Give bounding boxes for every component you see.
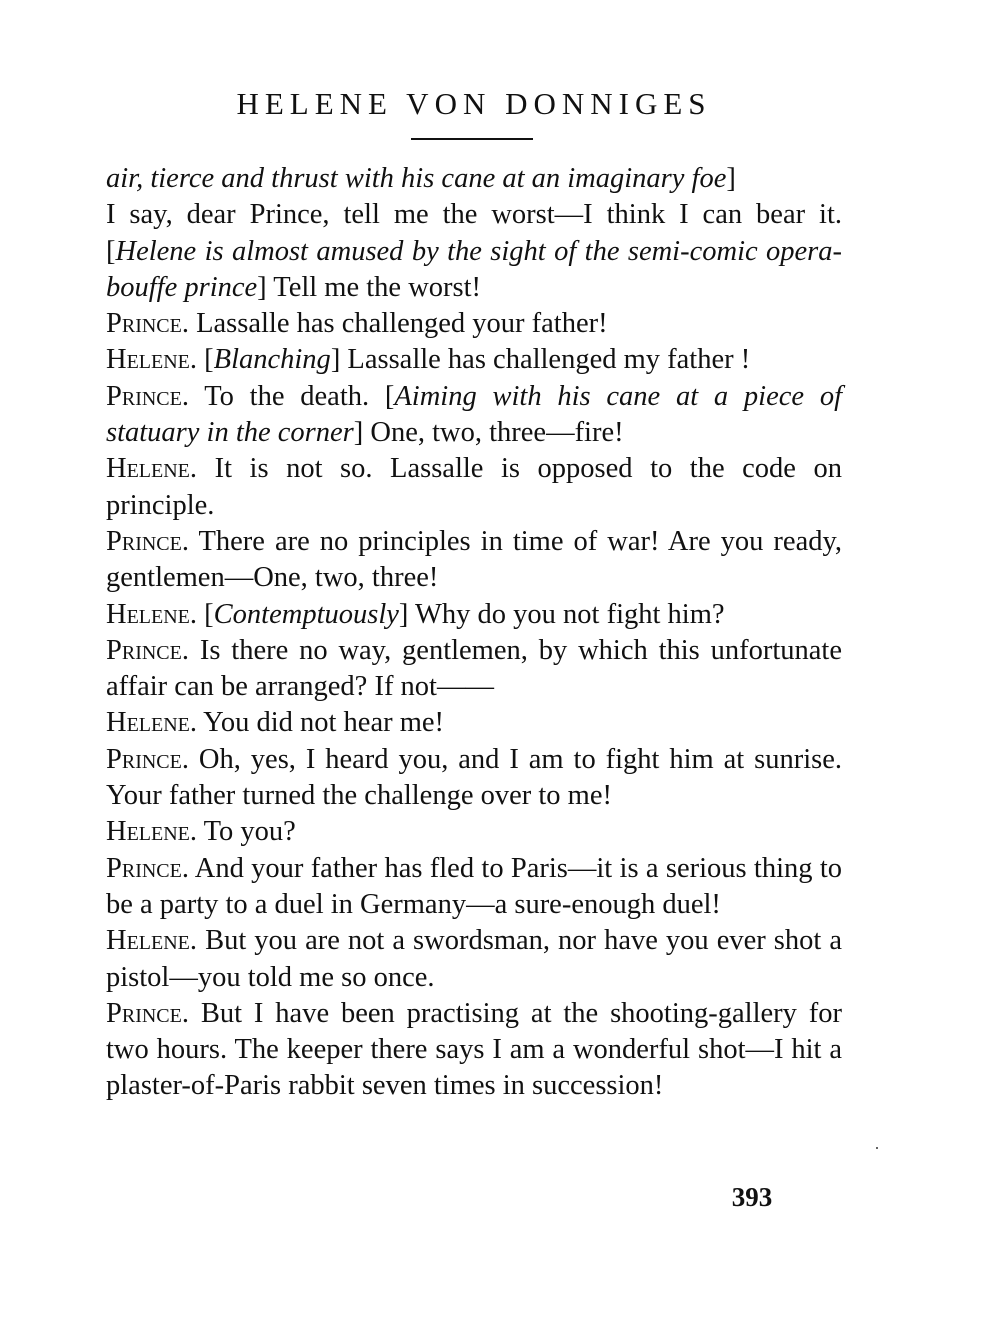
- print-speck: [876, 1147, 878, 1149]
- spoken-text: I say, dear Prince, tell me the worst—I think I can bear it. [: [106, 199, 842, 267]
- spoken-text: [: [197, 344, 214, 376]
- dialogue-paragraph: [106, 342, 842, 378]
- stage-direction: air, tierce and thrust with his cane at an imaginary foe: [106, 163, 727, 194]
- dialogue-paragraph: [106, 597, 842, 633]
- dialogue-paragraph: [106, 161, 842, 197]
- speaker-name: Prince.: [106, 634, 189, 666]
- spoken-text: Lassalle has challenged your father!: [188, 308, 608, 340]
- dialogue-paragraph: [106, 524, 842, 597]
- dialogue-text: [106, 161, 842, 1105]
- dialogue-paragraph: [106, 451, 842, 524]
- dialogue-paragraph: [106, 197, 842, 306]
- spoken-text: [: [197, 598, 214, 630]
- stage-direction: Blanching: [213, 344, 331, 376]
- speaker-name: Helene.: [106, 453, 198, 485]
- dialogue-paragraph: [106, 705, 842, 741]
- spoken-text: There are no principles in time of war! Are you ready, gentlemen—One, two, three!: [106, 525, 842, 594]
- dialogue-paragraph: [106, 306, 842, 342]
- speaker-name: Prince.: [106, 997, 189, 1029]
- dialogue-paragraph: [106, 742, 842, 815]
- spoken-text: And your father has fled to Paris—it is a serious thing to be a party to a duel in Germany—a sure-enough duel!: [106, 852, 842, 920]
- speaker-name: Helene.: [106, 707, 198, 739]
- spoken-text: ] Tell me the worst!: [257, 271, 482, 303]
- spoken-text: ]: [726, 163, 736, 194]
- speaker-name: Helene.: [106, 925, 198, 957]
- spoken-text: To the death. [: [188, 380, 395, 412]
- dialogue-paragraph: [106, 996, 842, 1105]
- speaker-name: Prince.: [106, 525, 189, 557]
- spoken-text: Is there no way, gentlemen, by which this unfortunate affair can be arranged? If not——: [106, 634, 842, 703]
- speaker-name: Helene.: [106, 598, 198, 630]
- speaker-name: Prince.: [106, 852, 189, 884]
- spoken-text: ] Why do you not fight him?: [398, 598, 725, 630]
- dialogue-paragraph: [106, 923, 842, 996]
- spoken-text: You did not hear me!: [197, 707, 445, 739]
- spoken-text: ] Lassalle has challenged my father !: [330, 344, 751, 376]
- speaker-name: Helene.: [106, 816, 198, 848]
- dialogue-paragraph: [106, 633, 842, 706]
- dialogue-paragraph: [106, 379, 842, 452]
- dialogue-paragraph: [106, 814, 842, 850]
- speaker-name: Prince.: [106, 308, 189, 340]
- dialogue-paragraph: [106, 851, 842, 924]
- page-number: 393: [731, 1182, 773, 1212]
- stage-direction: Aiming with his cane at a piece of statuary in the corner: [106, 380, 842, 449]
- stage-direction: Contemptuously: [213, 598, 399, 630]
- spoken-text: It is not so. Lassalle is opposed to the code on principle.: [106, 453, 842, 521]
- spoken-text: To you?: [197, 816, 296, 848]
- running-head: HELENE VON DONNIGES: [236, 86, 712, 121]
- speaker-name: Helene.: [106, 344, 198, 376]
- spoken-text: Oh, yes, I heard you, and I am to fight him at sunrise. Your father turned the challenge over to me!: [106, 743, 842, 812]
- speaker-name: Prince.: [106, 380, 189, 412]
- speaker-name: Prince.: [106, 743, 189, 775]
- spoken-text: ] One, two, three—fire!: [353, 417, 624, 449]
- spoken-text: But I have been practising at the shooting-gallery for two hours. The keeper there says I am a wonderful shot—I hit a plaster-of-Paris rabbit seven times in succession!: [106, 997, 842, 1102]
- head-rule: [411, 138, 533, 140]
- spoken-text: But you are not a swordsman, nor have you ever shot a pistol—you told me so once.: [106, 925, 842, 993]
- stage-direction: Helene is almost amused by the sight of the semi-comic opera-bouffe prince: [106, 235, 842, 303]
